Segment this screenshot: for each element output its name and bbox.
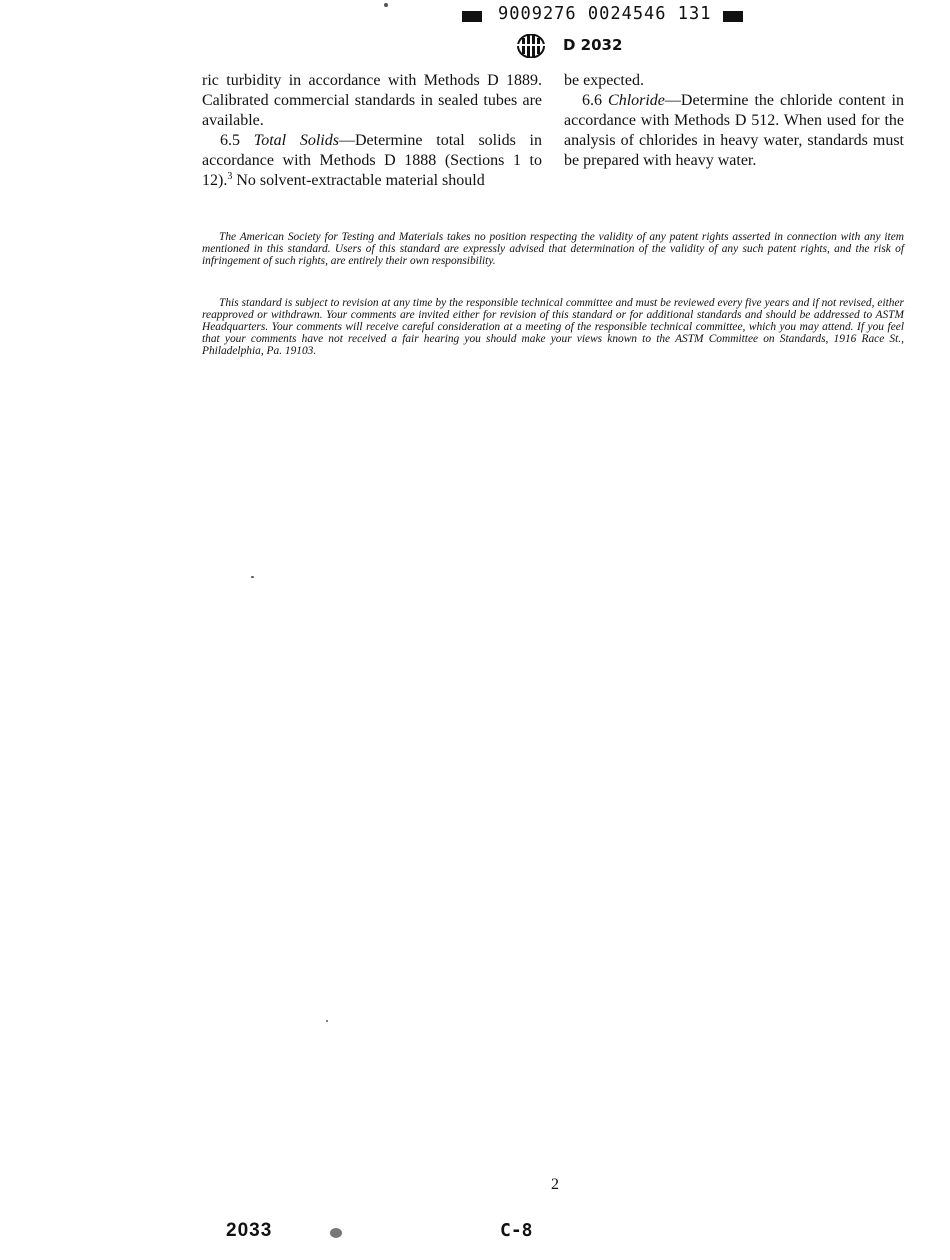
left-paragraph-1: ric turbidity in accordance with Methods D 1889. Calibrated commercial standards in sealed tubes are available. (202, 72, 542, 129)
patent-notice-text: The American Society for Testing and Materials takes no position respecting the validity of any patent rights asserted in connection with any item mentioned in this standard. Users of this standard are expressly advised that determination of the validity of any such patent rights, and the risk of infringement of such rights, are entirely their own responsibility. (202, 231, 904, 267)
revision-notice (202, 297, 904, 357)
section-number: 6.5 (220, 132, 240, 149)
patent-notice (202, 231, 904, 267)
section-text: —Determine total solids in accordance with Methods D 1888 (Sections 1 to 12). (202, 132, 543, 189)
astm-logo-icon (517, 34, 545, 58)
section-text-tail: No solvent-extractable material should (232, 172, 485, 189)
right-column (564, 71, 904, 171)
section-6-6 (564, 91, 904, 171)
footer-left-code: 2033 (226, 1220, 273, 1241)
document-code: 9009276 0024546 131 (498, 3, 712, 25)
scan-speck (251, 576, 254, 578)
left-column (202, 71, 542, 191)
section-text: —Determine the chloride content in accordance with Methods D 512. When used for the analysis of chlorides in heavy water, standards must be prepared with heavy water. (564, 92, 904, 169)
section-heading: Chloride (608, 92, 665, 109)
section-number: 6.6 (582, 92, 602, 109)
page-number: 2 (551, 1176, 559, 1193)
barcode-block-left (462, 11, 482, 22)
footer-right-code: C-8 (500, 1220, 533, 1241)
section-heading: Total Solids (253, 132, 339, 149)
standard-number: D 2032 (563, 36, 623, 54)
scan-smudge (330, 1228, 342, 1238)
revision-notice-text: This standard is subject to revision at any time by the responsible technical committee and must be reviewed every five years and if not revised, either reapproved or withdrawn. Your comments are invited either for revision of this standard or for additional standards and should be addressed to ASTM Headquarters. Your comments will receive careful consideration at a meeting of the responsible technical committee, which you may attend. If you feel that your comments have not received a fair hearing you should make your views known to the ASTM Committee on Standards, 1916 Race St., Philadelphia, Pa. 19103. (202, 297, 904, 357)
scan-speck (384, 3, 388, 7)
scan-speck (326, 1020, 328, 1022)
footnote-marker: 3 (227, 171, 233, 182)
section-6-5 (202, 131, 542, 191)
barcode-block-right (723, 11, 743, 22)
right-paragraph-1: be expected. (564, 72, 644, 89)
